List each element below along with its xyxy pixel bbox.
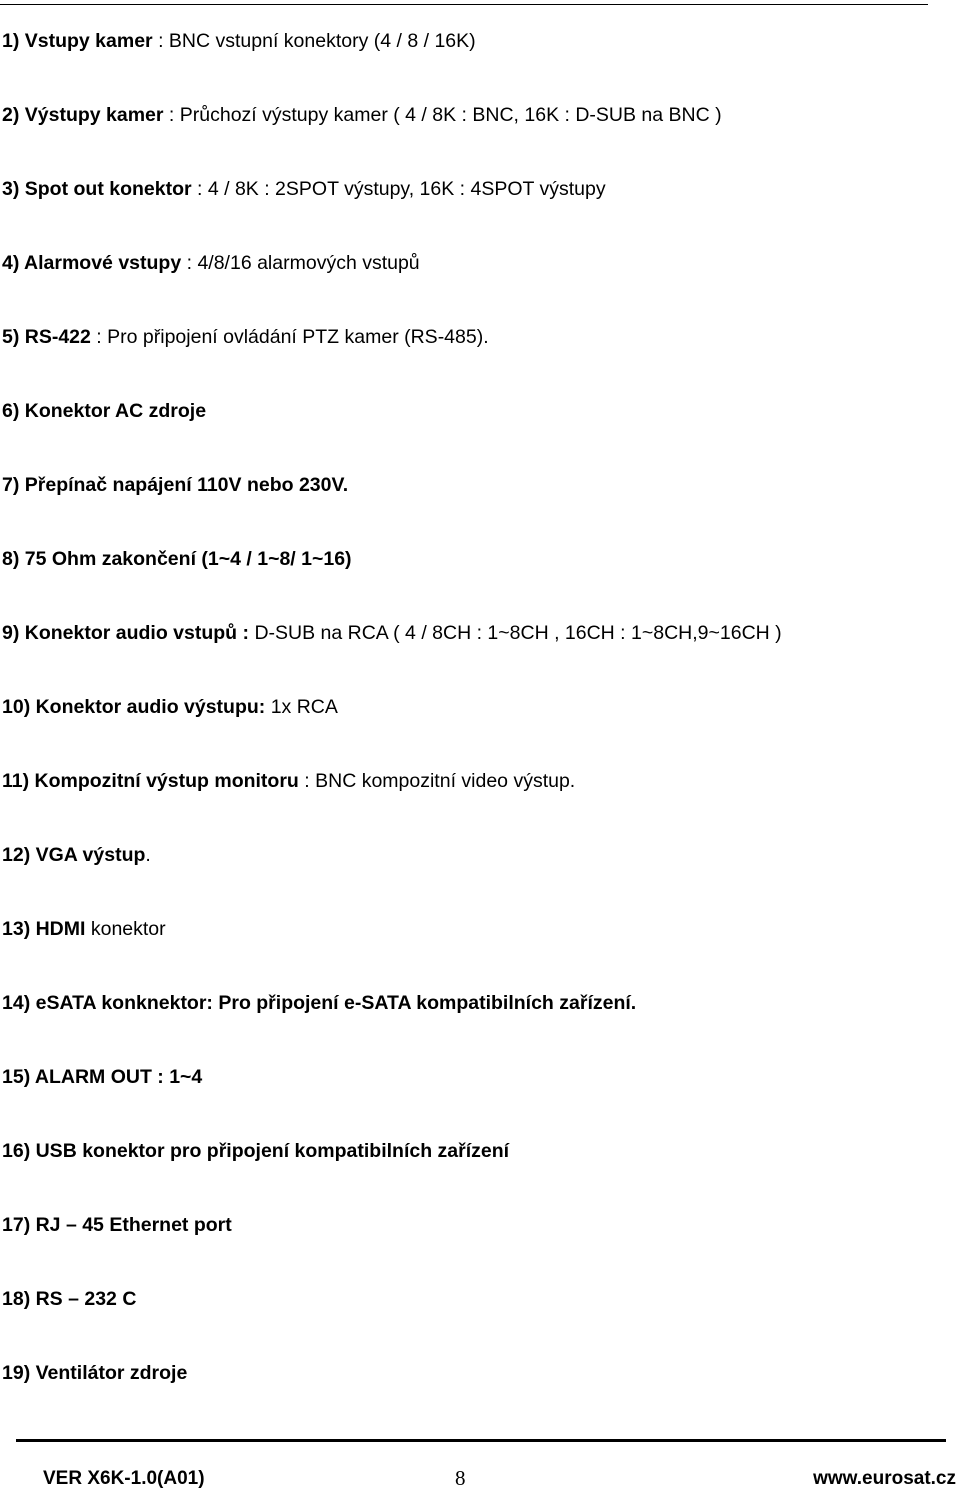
- list-item: [2, 395, 952, 469]
- item-separator: :: [191, 178, 208, 200]
- list-item: [2, 25, 952, 99]
- item-title: 11) Kompozitní výstup monitoru: [2, 770, 299, 792]
- list-item: [2, 1061, 952, 1135]
- item-title: 2) Výstupy kamer: [2, 104, 164, 126]
- item-title: 15) ALARM OUT : 1~4: [2, 1066, 203, 1088]
- item-title: 7) Přepínač napájení 110V nebo 230V.: [2, 474, 349, 496]
- list-item: [2, 321, 952, 395]
- website-label: www.eurosat.cz: [813, 1468, 956, 1489]
- version-label: VER X6K-1.0(A01): [43, 1468, 205, 1489]
- item-separator: :: [163, 104, 180, 126]
- page-footer: [0, 1462, 960, 1492]
- list-item: [2, 543, 952, 617]
- item-title: 6) Konektor AC zdroje: [2, 400, 207, 422]
- item-description: BNC kompozitní video výstup.: [315, 770, 576, 792]
- item-title: 14) eSATA konknektor: Pro připojení e-SATA kompatibilních zařízení.: [2, 992, 637, 1014]
- list-item: [2, 987, 952, 1061]
- list-item: [2, 247, 952, 321]
- list-item: [2, 617, 952, 691]
- item-title: 17) RJ – 45 Ethernet port: [2, 1214, 232, 1236]
- item-separator: :: [90, 326, 108, 348]
- footer-divider: [16, 1439, 946, 1442]
- item-description: 4 / 8K : 2SPOT výstupy, 16K : 4SPOT výstupy: [207, 178, 606, 200]
- item-description: D-SUB na RCA ( 4 / 8CH : 1~8CH , 16CH : 1~8CH,9~16CH ): [254, 622, 782, 644]
- connector-list: [2, 25, 952, 1431]
- list-item: [2, 173, 952, 247]
- item-description: BNC vstupní konektory (4 / 8 / 16K): [168, 30, 476, 52]
- item-title: 3) Spot out konektor: [2, 178, 192, 200]
- item-title: 8) 75 Ohm zakončení (1~4 / 1~8/ 1~16): [2, 548, 352, 570]
- item-description: 4/8/16 alarmových vstupů: [197, 252, 420, 274]
- list-item: [2, 1135, 952, 1209]
- list-item: [2, 913, 952, 987]
- item-title: 4) Alarmové vstupy: [2, 252, 182, 274]
- list-item: [2, 469, 952, 543]
- item-separator: :: [298, 770, 316, 792]
- item-title: 18) RS – 232 C: [2, 1288, 137, 1310]
- item-separator: :: [181, 252, 198, 274]
- list-item: [2, 691, 952, 765]
- item-title: 5) RS-422: [2, 326, 91, 348]
- list-item: [2, 765, 952, 839]
- item-description: konektor: [90, 918, 166, 940]
- item-title: 12) VGA výstup: [2, 844, 146, 866]
- list-item: [2, 1357, 952, 1431]
- item-description: .: [145, 844, 151, 866]
- list-item: [2, 1283, 952, 1357]
- list-item: [2, 99, 952, 173]
- item-description: 1x RCA: [270, 696, 338, 718]
- item-title: 19) Ventilátor zdroje: [2, 1362, 188, 1384]
- list-item: [2, 1209, 952, 1283]
- top-divider: [0, 4, 928, 5]
- item-title: 9) Konektor audio vstupů :: [2, 622, 250, 644]
- item-title: 1) Vstupy kamer: [2, 30, 153, 52]
- item-title: 13) HDMI: [2, 918, 86, 940]
- item-title: 10) Konektor audio výstupu:: [2, 696, 266, 718]
- item-title: 16) USB konektor pro připojení kompatibilních zařízení: [2, 1140, 510, 1162]
- item-description: Průchozí výstupy kamer ( 4 / 8K : BNC, 16K : D-SUB na BNC ): [179, 104, 722, 126]
- item-description: Pro připojení ovládání PTZ kamer (RS-485).: [107, 326, 489, 348]
- list-item: [2, 839, 952, 913]
- item-separator: :: [152, 30, 169, 52]
- page-number: 8: [455, 1466, 466, 1490]
